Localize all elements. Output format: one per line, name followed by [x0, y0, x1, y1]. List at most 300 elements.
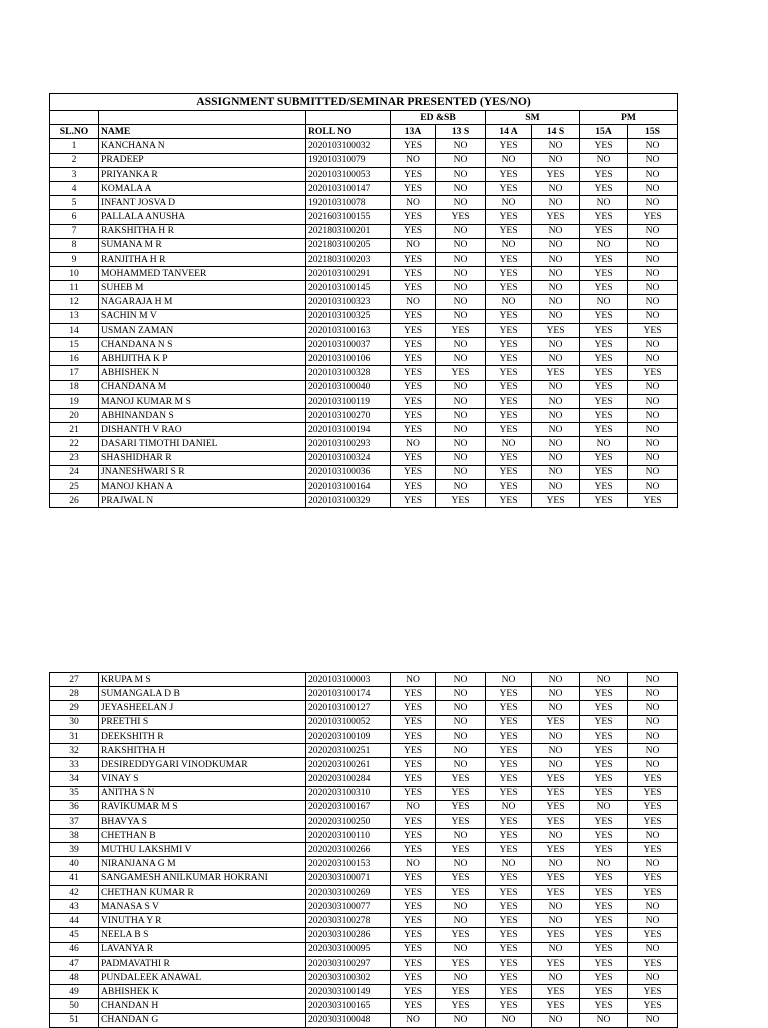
group-spacer: [306, 111, 391, 125]
cell-13s: NO: [436, 352, 486, 366]
cell-slno: 27: [50, 673, 99, 687]
cell-14s: NO: [532, 338, 580, 352]
cell-13s: YES: [436, 999, 486, 1013]
cell-slno: 40: [50, 857, 99, 871]
table-row: [50, 701, 678, 715]
cell-14a: YES: [486, 252, 532, 266]
cell-slno: 31: [50, 729, 99, 743]
cell-name: MANOJ KHAN A: [99, 479, 306, 493]
cell-15s: YES: [628, 786, 678, 800]
cell-15a: YES: [580, 687, 628, 701]
cell-15s: NO: [628, 829, 678, 843]
cell-14a: YES: [486, 871, 532, 885]
cell-15a: YES: [580, 985, 628, 999]
cell-roll: 2020103100003: [306, 673, 391, 687]
cell-15a: YES: [580, 786, 628, 800]
cell-roll: 2020103100164: [306, 479, 391, 493]
cell-13a: YES: [391, 715, 436, 729]
cell-14s: NO: [532, 829, 580, 843]
cell-14a: YES: [486, 338, 532, 352]
cell-roll: 2020203100266: [306, 843, 391, 857]
cell-15a: YES: [580, 701, 628, 715]
table-row: [50, 210, 678, 224]
cell-15s: YES: [628, 985, 678, 999]
cell-14a: YES: [486, 715, 532, 729]
cell-14a: YES: [486, 423, 532, 437]
cell-14s: YES: [532, 871, 580, 885]
cell-14a: YES: [486, 181, 532, 195]
cell-13s: NO: [436, 167, 486, 181]
cell-name: KRUPA M S: [99, 673, 306, 687]
cell-14a: NO: [486, 800, 532, 814]
cell-15s: YES: [628, 999, 678, 1013]
cell-slno: 46: [50, 942, 99, 956]
cell-name: NEELA B S: [99, 928, 306, 942]
cell-13a: YES: [391, 956, 436, 970]
cell-15s: NO: [628, 408, 678, 422]
table-row: [50, 772, 678, 786]
cell-roll: 2020203100250: [306, 814, 391, 828]
cell-roll: 2020303100302: [306, 970, 391, 984]
cell-roll: 2020103100036: [306, 465, 391, 479]
table-row: [50, 970, 678, 984]
cell-13a: YES: [391, 758, 436, 772]
cell-name: JEYASHEELAN J: [99, 701, 306, 715]
table-row: [50, 309, 678, 323]
cell-13a: YES: [391, 352, 436, 366]
cell-slno: 47: [50, 956, 99, 970]
cell-slno: 12: [50, 295, 99, 309]
table-row: [50, 857, 678, 871]
cell-13a: YES: [391, 167, 436, 181]
cell-name: SUHEB M: [99, 281, 306, 295]
cell-15s: YES: [628, 814, 678, 828]
cell-13s: NO: [436, 857, 486, 871]
cell-13s: NO: [436, 479, 486, 493]
cell-15a: NO: [580, 437, 628, 451]
cell-13a: YES: [391, 772, 436, 786]
cell-name: LAVANYA R: [99, 942, 306, 956]
cell-13s: NO: [436, 394, 486, 408]
cell-roll: 2020103100040: [306, 380, 391, 394]
cell-roll: 2020303100165: [306, 999, 391, 1013]
cell-14a: NO: [486, 1013, 532, 1027]
cell-14a: YES: [486, 281, 532, 295]
cell-15a: YES: [580, 394, 628, 408]
cell-roll: 2020103100293: [306, 437, 391, 451]
cell-14s: NO: [532, 423, 580, 437]
cell-roll: 2020103100163: [306, 323, 391, 337]
cell-15a: YES: [580, 380, 628, 394]
table-row: [50, 999, 678, 1013]
cell-13a: YES: [391, 985, 436, 999]
cell-name: PALLALA ANUSHA: [99, 210, 306, 224]
cell-15a: NO: [580, 1013, 628, 1027]
cell-13a: YES: [391, 999, 436, 1013]
cell-roll: 2020103100106: [306, 352, 391, 366]
cell-13a: YES: [391, 479, 436, 493]
cell-15a: YES: [580, 843, 628, 857]
cell-14a: YES: [486, 743, 532, 757]
cell-13s: YES: [436, 800, 486, 814]
cell-13s: YES: [436, 786, 486, 800]
cell-name: RAVIKUMAR M S: [99, 800, 306, 814]
group-spacer: [50, 111, 99, 125]
cell-13a: YES: [391, 451, 436, 465]
cell-14a: YES: [486, 224, 532, 238]
cell-15s: NO: [628, 281, 678, 295]
cell-14s: NO: [532, 295, 580, 309]
table-row: [50, 465, 678, 479]
cell-15s: NO: [628, 394, 678, 408]
cell-14s: YES: [532, 494, 580, 508]
cell-15a: YES: [580, 281, 628, 295]
cell-slno: 23: [50, 451, 99, 465]
col-header-15s: 15S: [628, 125, 678, 139]
cell-slno: 16: [50, 352, 99, 366]
cell-14s: NO: [532, 394, 580, 408]
cell-15s: YES: [628, 843, 678, 857]
cell-roll: 192010310078: [306, 196, 391, 210]
cell-13a: NO: [391, 1013, 436, 1027]
cell-slno: 35: [50, 786, 99, 800]
cell-name: NAGARAJA H M: [99, 295, 306, 309]
cell-name: DISHANTH V RAO: [99, 423, 306, 437]
cell-15a: NO: [580, 153, 628, 167]
cell-13a: NO: [391, 196, 436, 210]
table-row: [50, 758, 678, 772]
cell-13s: NO: [436, 309, 486, 323]
cell-14a: YES: [486, 758, 532, 772]
cell-14s: YES: [532, 366, 580, 380]
cell-roll: 2020103100329: [306, 494, 391, 508]
cell-slno: 10: [50, 267, 99, 281]
cell-14s: YES: [532, 885, 580, 899]
cell-14s: YES: [532, 786, 580, 800]
table-row: [50, 338, 678, 352]
cell-slno: 7: [50, 224, 99, 238]
cell-13s: YES: [436, 323, 486, 337]
table-row: [50, 408, 678, 422]
cell-13s: NO: [436, 281, 486, 295]
cell-13a: YES: [391, 871, 436, 885]
cell-roll: 2020103100270: [306, 408, 391, 422]
cell-14s: NO: [532, 437, 580, 451]
cell-14s: NO: [532, 352, 580, 366]
cell-14s: YES: [532, 772, 580, 786]
cell-15a: YES: [580, 167, 628, 181]
cell-15s: NO: [628, 1013, 678, 1027]
cell-14s: YES: [532, 715, 580, 729]
cell-roll: 2020103100328: [306, 366, 391, 380]
cell-roll: 2020303100278: [306, 914, 391, 928]
cell-roll: 2020203100110: [306, 829, 391, 843]
cell-13s: NO: [436, 139, 486, 153]
table-row: [50, 479, 678, 493]
cell-slno: 51: [50, 1013, 99, 1027]
cell-roll: 2020103100323: [306, 295, 391, 309]
cell-slno: 43: [50, 900, 99, 914]
cell-14a: YES: [486, 970, 532, 984]
cell-15a: YES: [580, 914, 628, 928]
cell-13s: NO: [436, 252, 486, 266]
cell-13a: YES: [391, 914, 436, 928]
cell-roll: 2020103100291: [306, 267, 391, 281]
cell-name: ABHIJITHA K P: [99, 352, 306, 366]
cell-15a: NO: [580, 857, 628, 871]
table-row: [50, 281, 678, 295]
cell-name: CHANDAN G: [99, 1013, 306, 1027]
cell-13a: YES: [391, 743, 436, 757]
cell-roll: 2020103100053: [306, 167, 391, 181]
cell-13s: NO: [436, 758, 486, 772]
cell-14s: YES: [532, 999, 580, 1013]
cell-slno: 9: [50, 252, 99, 266]
group-header-pm: PM: [580, 111, 678, 125]
cell-13s: NO: [436, 224, 486, 238]
cell-15a: YES: [580, 423, 628, 437]
cell-15s: NO: [628, 900, 678, 914]
cell-15s: YES: [628, 366, 678, 380]
cell-14s: NO: [532, 408, 580, 422]
cell-name: RANJITHA H R: [99, 252, 306, 266]
cell-slno: 15: [50, 338, 99, 352]
cell-14s: NO: [532, 181, 580, 195]
cell-14a: YES: [486, 729, 532, 743]
cell-13s: YES: [436, 985, 486, 999]
cell-13a: NO: [391, 673, 436, 687]
cell-slno: 2: [50, 153, 99, 167]
cell-14a: YES: [486, 814, 532, 828]
table-row: [50, 323, 678, 337]
cell-roll: 2020103100032: [306, 139, 391, 153]
cell-13s: YES: [436, 366, 486, 380]
cell-15a: YES: [580, 829, 628, 843]
cell-14s: NO: [532, 139, 580, 153]
cell-slno: 26: [50, 494, 99, 508]
cell-15a: YES: [580, 224, 628, 238]
cell-name: KOMALA A: [99, 181, 306, 195]
cell-slno: 13: [50, 309, 99, 323]
cell-14a: YES: [486, 942, 532, 956]
cell-13s: NO: [436, 423, 486, 437]
cell-slno: 33: [50, 758, 99, 772]
cell-15s: NO: [628, 701, 678, 715]
cell-14s: YES: [532, 928, 580, 942]
cell-roll: 2020203100251: [306, 743, 391, 757]
cell-15s: NO: [628, 181, 678, 195]
table-row: [50, 843, 678, 857]
cell-15a: NO: [580, 295, 628, 309]
cell-13a: YES: [391, 380, 436, 394]
cell-slno: 44: [50, 914, 99, 928]
cell-name: ANITHA S N: [99, 786, 306, 800]
col-header-14a: 14 A: [486, 125, 532, 139]
col-header-15a: 15A: [580, 125, 628, 139]
cell-14s: NO: [532, 942, 580, 956]
col-header-name: NAME: [99, 125, 306, 139]
cell-13s: NO: [436, 829, 486, 843]
cell-15s: NO: [628, 196, 678, 210]
cell-13s: YES: [436, 772, 486, 786]
cell-roll: 2020103100194: [306, 423, 391, 437]
cell-slno: 3: [50, 167, 99, 181]
cell-13s: NO: [436, 380, 486, 394]
table-row: [50, 914, 678, 928]
cell-15s: NO: [628, 687, 678, 701]
cell-15a: NO: [580, 800, 628, 814]
cell-13s: NO: [436, 715, 486, 729]
cell-13a: YES: [391, 843, 436, 857]
cell-13s: YES: [436, 885, 486, 899]
table-row: [50, 451, 678, 465]
cell-14s: NO: [532, 900, 580, 914]
cell-13a: NO: [391, 153, 436, 167]
cell-14s: YES: [532, 210, 580, 224]
table-row: [50, 715, 678, 729]
cell-slno: 24: [50, 465, 99, 479]
cell-15s: NO: [628, 153, 678, 167]
cell-roll: 2020203100167: [306, 800, 391, 814]
cell-name: VINAY S: [99, 772, 306, 786]
cell-name: RAKSHITHA H: [99, 743, 306, 757]
table-row: [50, 423, 678, 437]
cell-14a: YES: [486, 139, 532, 153]
cell-13a: YES: [391, 323, 436, 337]
cell-slno: 5: [50, 196, 99, 210]
cell-13s: NO: [436, 153, 486, 167]
cell-14a: YES: [486, 309, 532, 323]
cell-15s: NO: [628, 423, 678, 437]
cell-15a: YES: [580, 743, 628, 757]
table-row: [50, 252, 678, 266]
cell-14a: YES: [486, 408, 532, 422]
cell-15a: YES: [580, 267, 628, 281]
cell-13s: NO: [436, 181, 486, 195]
table-row: [50, 928, 678, 942]
cell-13a: YES: [391, 252, 436, 266]
cell-name: VINUTHA Y R: [99, 914, 306, 928]
cell-14a: YES: [486, 366, 532, 380]
table-row: [50, 743, 678, 757]
cell-15s: NO: [628, 743, 678, 757]
cell-13s: NO: [436, 267, 486, 281]
cell-14a: YES: [486, 352, 532, 366]
cell-13s: YES: [436, 928, 486, 942]
cell-14s: NO: [532, 224, 580, 238]
cell-13s: NO: [436, 729, 486, 743]
cell-roll: 2021603100155: [306, 210, 391, 224]
cell-13a: YES: [391, 408, 436, 422]
cell-14a: YES: [486, 465, 532, 479]
cell-13a: YES: [391, 423, 436, 437]
cell-14a: YES: [486, 772, 532, 786]
cell-14s: NO: [532, 252, 580, 266]
cell-roll: 2020103100325: [306, 309, 391, 323]
cell-14s: YES: [532, 323, 580, 337]
cell-slno: 45: [50, 928, 99, 942]
cell-15s: NO: [628, 857, 678, 871]
cell-15a: YES: [580, 942, 628, 956]
table-body-part-2: [50, 673, 678, 1028]
cell-13s: NO: [436, 701, 486, 715]
table-row: [50, 238, 678, 252]
col-header-13s: 13 S: [436, 125, 486, 139]
table-row: [50, 800, 678, 814]
cell-slno: 14: [50, 323, 99, 337]
cell-13a: YES: [391, 210, 436, 224]
cell-15s: NO: [628, 758, 678, 772]
cell-name: MANASA S V: [99, 900, 306, 914]
table-row: [50, 687, 678, 701]
table-row: [50, 494, 678, 508]
table-row: [50, 786, 678, 800]
cell-15s: NO: [628, 380, 678, 394]
cell-name: MOHAMMED TANVEER: [99, 267, 306, 281]
cell-name: DEEKSHITH R: [99, 729, 306, 743]
cell-13a: YES: [391, 281, 436, 295]
cell-slno: 20: [50, 408, 99, 422]
cell-name: INFANT JOSVA D: [99, 196, 306, 210]
cell-13a: YES: [391, 139, 436, 153]
cell-roll: 2020103100052: [306, 715, 391, 729]
cell-13a: YES: [391, 942, 436, 956]
cell-13a: NO: [391, 857, 436, 871]
cell-slno: 28: [50, 687, 99, 701]
cell-13s: YES: [436, 814, 486, 828]
cell-15s: NO: [628, 451, 678, 465]
table-row: [50, 814, 678, 828]
cell-roll: 2020203100109: [306, 729, 391, 743]
cell-15s: NO: [628, 139, 678, 153]
cell-name: DASARI TIMOTHI DANIEL: [99, 437, 306, 451]
cell-15s: NO: [628, 309, 678, 323]
cell-14s: NO: [532, 479, 580, 493]
col-header-slno: SL.NO: [50, 125, 99, 139]
cell-name: PREETHI S: [99, 715, 306, 729]
table-row: [50, 196, 678, 210]
cell-roll: 2020303100048: [306, 1013, 391, 1027]
cell-14s: NO: [532, 687, 580, 701]
cell-roll: 2020103100145: [306, 281, 391, 295]
col-header-14s: 14 S: [532, 125, 580, 139]
cell-15a: NO: [580, 673, 628, 687]
cell-slno: 8: [50, 238, 99, 252]
cell-slno: 49: [50, 985, 99, 999]
cell-13a: YES: [391, 494, 436, 508]
cell-14a: YES: [486, 451, 532, 465]
cell-13s: NO: [436, 451, 486, 465]
cell-13s: NO: [436, 673, 486, 687]
cell-15s: NO: [628, 673, 678, 687]
col-header-roll: ROLL NO: [306, 125, 391, 139]
cell-roll: 2020303100095: [306, 942, 391, 956]
cell-13s: NO: [436, 338, 486, 352]
cell-14s: NO: [532, 743, 580, 757]
cell-13s: NO: [436, 196, 486, 210]
cell-roll: 2020103100037: [306, 338, 391, 352]
cell-slno: 36: [50, 800, 99, 814]
cell-15s: YES: [628, 928, 678, 942]
cell-slno: 4: [50, 181, 99, 195]
cell-name: MANOJ KUMAR M S: [99, 394, 306, 408]
cell-15s: YES: [628, 871, 678, 885]
cell-slno: 37: [50, 814, 99, 828]
table-row: [50, 1013, 678, 1027]
table-row: [50, 673, 678, 687]
cell-13s: NO: [436, 970, 486, 984]
cell-15a: YES: [580, 970, 628, 984]
